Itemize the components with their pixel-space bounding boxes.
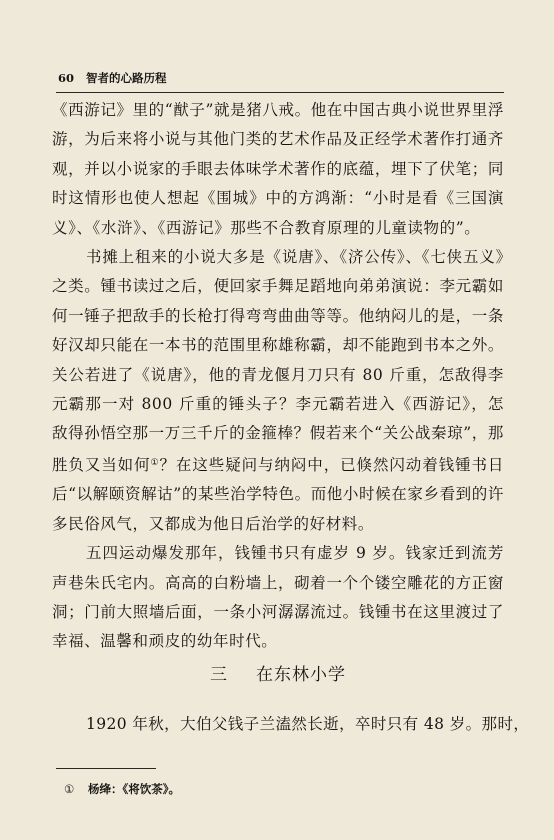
footnote: [64, 781, 180, 797]
paragraph: [52, 243, 504, 539]
page-number: 60: [58, 71, 75, 85]
running-header: [58, 70, 502, 86]
header-rule: [56, 92, 504, 93]
body-text: [52, 96, 504, 657]
paragraph-text: 书摊上租来的小说大多是《说唐》、《济公传》、《七侠五义》之类。锺书读过之后，便回家手舞足蹈地向弟弟演说：李元霸如何一锤子把敌手的长枪打得弯弯曲曲等等。他纳闷儿的是，一条好汉却只能在一本书的范围里称雄称霸，却不能跑到书本之外。关公若进了《说唐》，他的青龙偃月刀只有 80 斤重，怎敌得李元霸那一对 800 斤重的锤头子？李元霸若进入《西游记》，怎敌得孙悟空那一万三千斤的金箍棒？假若来个“关公战秦琼”，那胜负又当如何: [52, 248, 504, 474]
section-number: 三: [210, 665, 228, 685]
paragraph: 1920 年秋，大伯父钱子兰溘然长逝，卒时只有 48 岁。那时，: [86, 715, 530, 733]
footnote-reference: ①: [150, 457, 160, 468]
footnote-mark: ①: [64, 782, 75, 796]
section-heading: [52, 660, 504, 685]
paragraph-text-cont: ？在这些疑问与纳闷中，已倏然闪动着钱锺书日后“以解颐资解诂”的某些治学特色。而他小时候在家乡看到的许多民俗风气，又都成为他日后治学的好材料。: [52, 455, 504, 533]
paragraph: 《西游记》里的“猷子”就是猪八戒。他在中国古典小说世界里浮游，为后来将小说与其他门类的艺术作品及正经学术著作打通齐观，并以小说家的手眼去体味学术著作的底蕴，埋下了伏笔；同时这情形也使人想起《围城》中的方鸿渐：“小时是看《三国演义》、《水浒》、《西游记》那些不合教育原理的儿童读物的”。: [52, 101, 504, 237]
paragraph: 五四运动爆发那年，钱锺书只有虚岁 9 岁。钱家迁到流芳声巷朱氏宅内。高高的白粉墙上，砌着一个个镂空雕花的方正窗洞；门前大照墙后面，一条小河潺潺流过。钱锺书在这里渡过了幸福、温馨和顽皮的幼年时代。: [52, 544, 504, 651]
section-title: 在东林小学: [256, 665, 346, 685]
footnote-text: 杨绛：《将饮茶》。: [88, 782, 180, 796]
running-title: 智者的心路历程: [86, 71, 167, 85]
footnote-rule: [56, 768, 156, 769]
